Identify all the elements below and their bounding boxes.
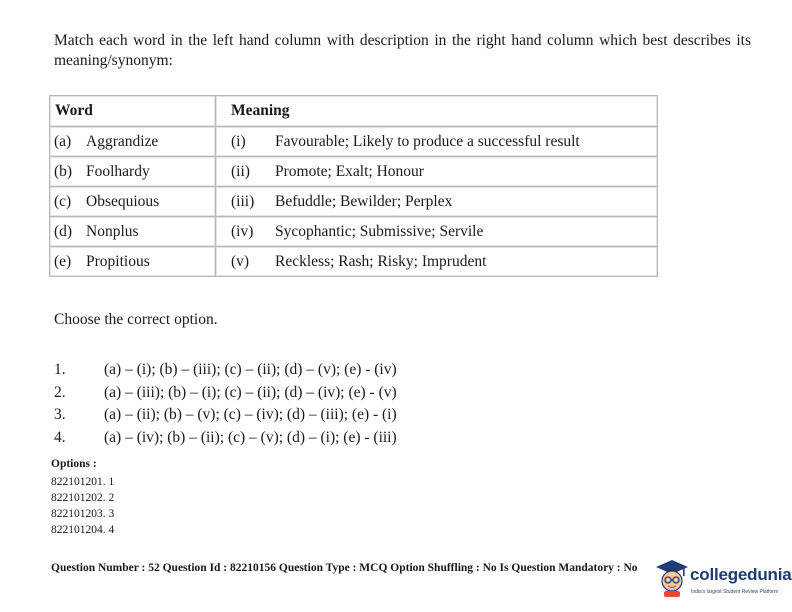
table-row — [50, 187, 658, 217]
answer-option — [54, 428, 397, 451]
meaning: Reckless; Rash; Risky; Imprudent — [275, 252, 487, 270]
answer-option — [54, 405, 397, 428]
word: Nonplus — [86, 222, 139, 240]
word-label: (e) — [54, 252, 72, 270]
meaning-label: (ii) — [231, 162, 250, 180]
answer-option — [54, 383, 397, 406]
meaning-label: (v) — [231, 252, 250, 270]
option-id: 822101201. 1 — [51, 476, 115, 488]
option-number: 3. — [54, 406, 66, 423]
option-number: 1. — [54, 361, 66, 378]
option-text: (a) – (ii); (b) – (v); (c) – (iv); (d) – (iii); (e) - (i) — [104, 406, 397, 423]
collegedunia-logo — [655, 558, 792, 612]
table-row — [50, 127, 658, 157]
word-label: (b) — [54, 162, 73, 180]
options-heading: Options : — [51, 458, 97, 470]
meaning-label: (iv) — [231, 222, 254, 240]
word-label: (c) — [54, 192, 72, 210]
option-text: (a) – (i); (b) – (iii); (c) – (ii); (d) – (v); (e) - (iv) — [104, 361, 397, 378]
answer-options — [54, 360, 397, 450]
logo-wordmark: collegedunia — [690, 565, 792, 584]
option-text: (a) – (iii); (b) – (i); (c) – (ii); (d) – (iv); (e) - (v) — [104, 383, 397, 401]
option-id: 822101203. 3 — [51, 508, 115, 520]
word-label: (a) — [54, 132, 72, 150]
header-word: Word — [50, 96, 216, 127]
question-meta-footer: Question Number : 52 Question Id : 82210156 Question Type : MCQ Option Shuffling : No Is Question Mandatory : No — [51, 562, 638, 574]
question-intro: Match each word in the left hand column with description in the right hand column which best describes its meaning/synonym: — [54, 32, 751, 69]
word: Aggrandize — [86, 132, 159, 150]
option-number: 2. — [54, 383, 66, 401]
table-row — [50, 157, 658, 187]
table-header-row — [50, 96, 658, 127]
answer-option — [54, 360, 397, 383]
word: Foolhardy — [86, 162, 150, 180]
graduate-mascot-icon — [655, 558, 689, 598]
choose-prompt: Choose the correct option. — [54, 311, 218, 328]
meaning-label: (iii) — [231, 192, 255, 210]
match-table — [49, 95, 658, 277]
table-row — [50, 217, 658, 247]
option-id: 822101204. 4 — [51, 524, 115, 536]
option-id: 822101202. 2 — [51, 492, 115, 504]
word: Propitious — [86, 252, 150, 270]
header-meaning: Meaning — [216, 96, 658, 127]
logo-tagline: India's largest Student Review Platform — [691, 589, 779, 595]
option-number: 4. — [54, 428, 66, 446]
option-text: (a) – (iv); (b) – (ii); (c) – (v); (d) – (i); (e) - (iii) — [104, 428, 397, 446]
meaning: Favourable; Likely to produce a successful result — [275, 132, 580, 150]
word: Obsequious — [86, 192, 160, 210]
meaning: Promote; Exalt; Honour — [275, 162, 424, 180]
meaning: Befuddle; Bewilder; Perplex — [275, 192, 453, 210]
meaning-label: (i) — [231, 132, 246, 150]
meaning: Sycophantic; Submissive; Servile — [275, 222, 484, 240]
word-label: (d) — [54, 222, 73, 240]
table-row — [50, 247, 658, 277]
